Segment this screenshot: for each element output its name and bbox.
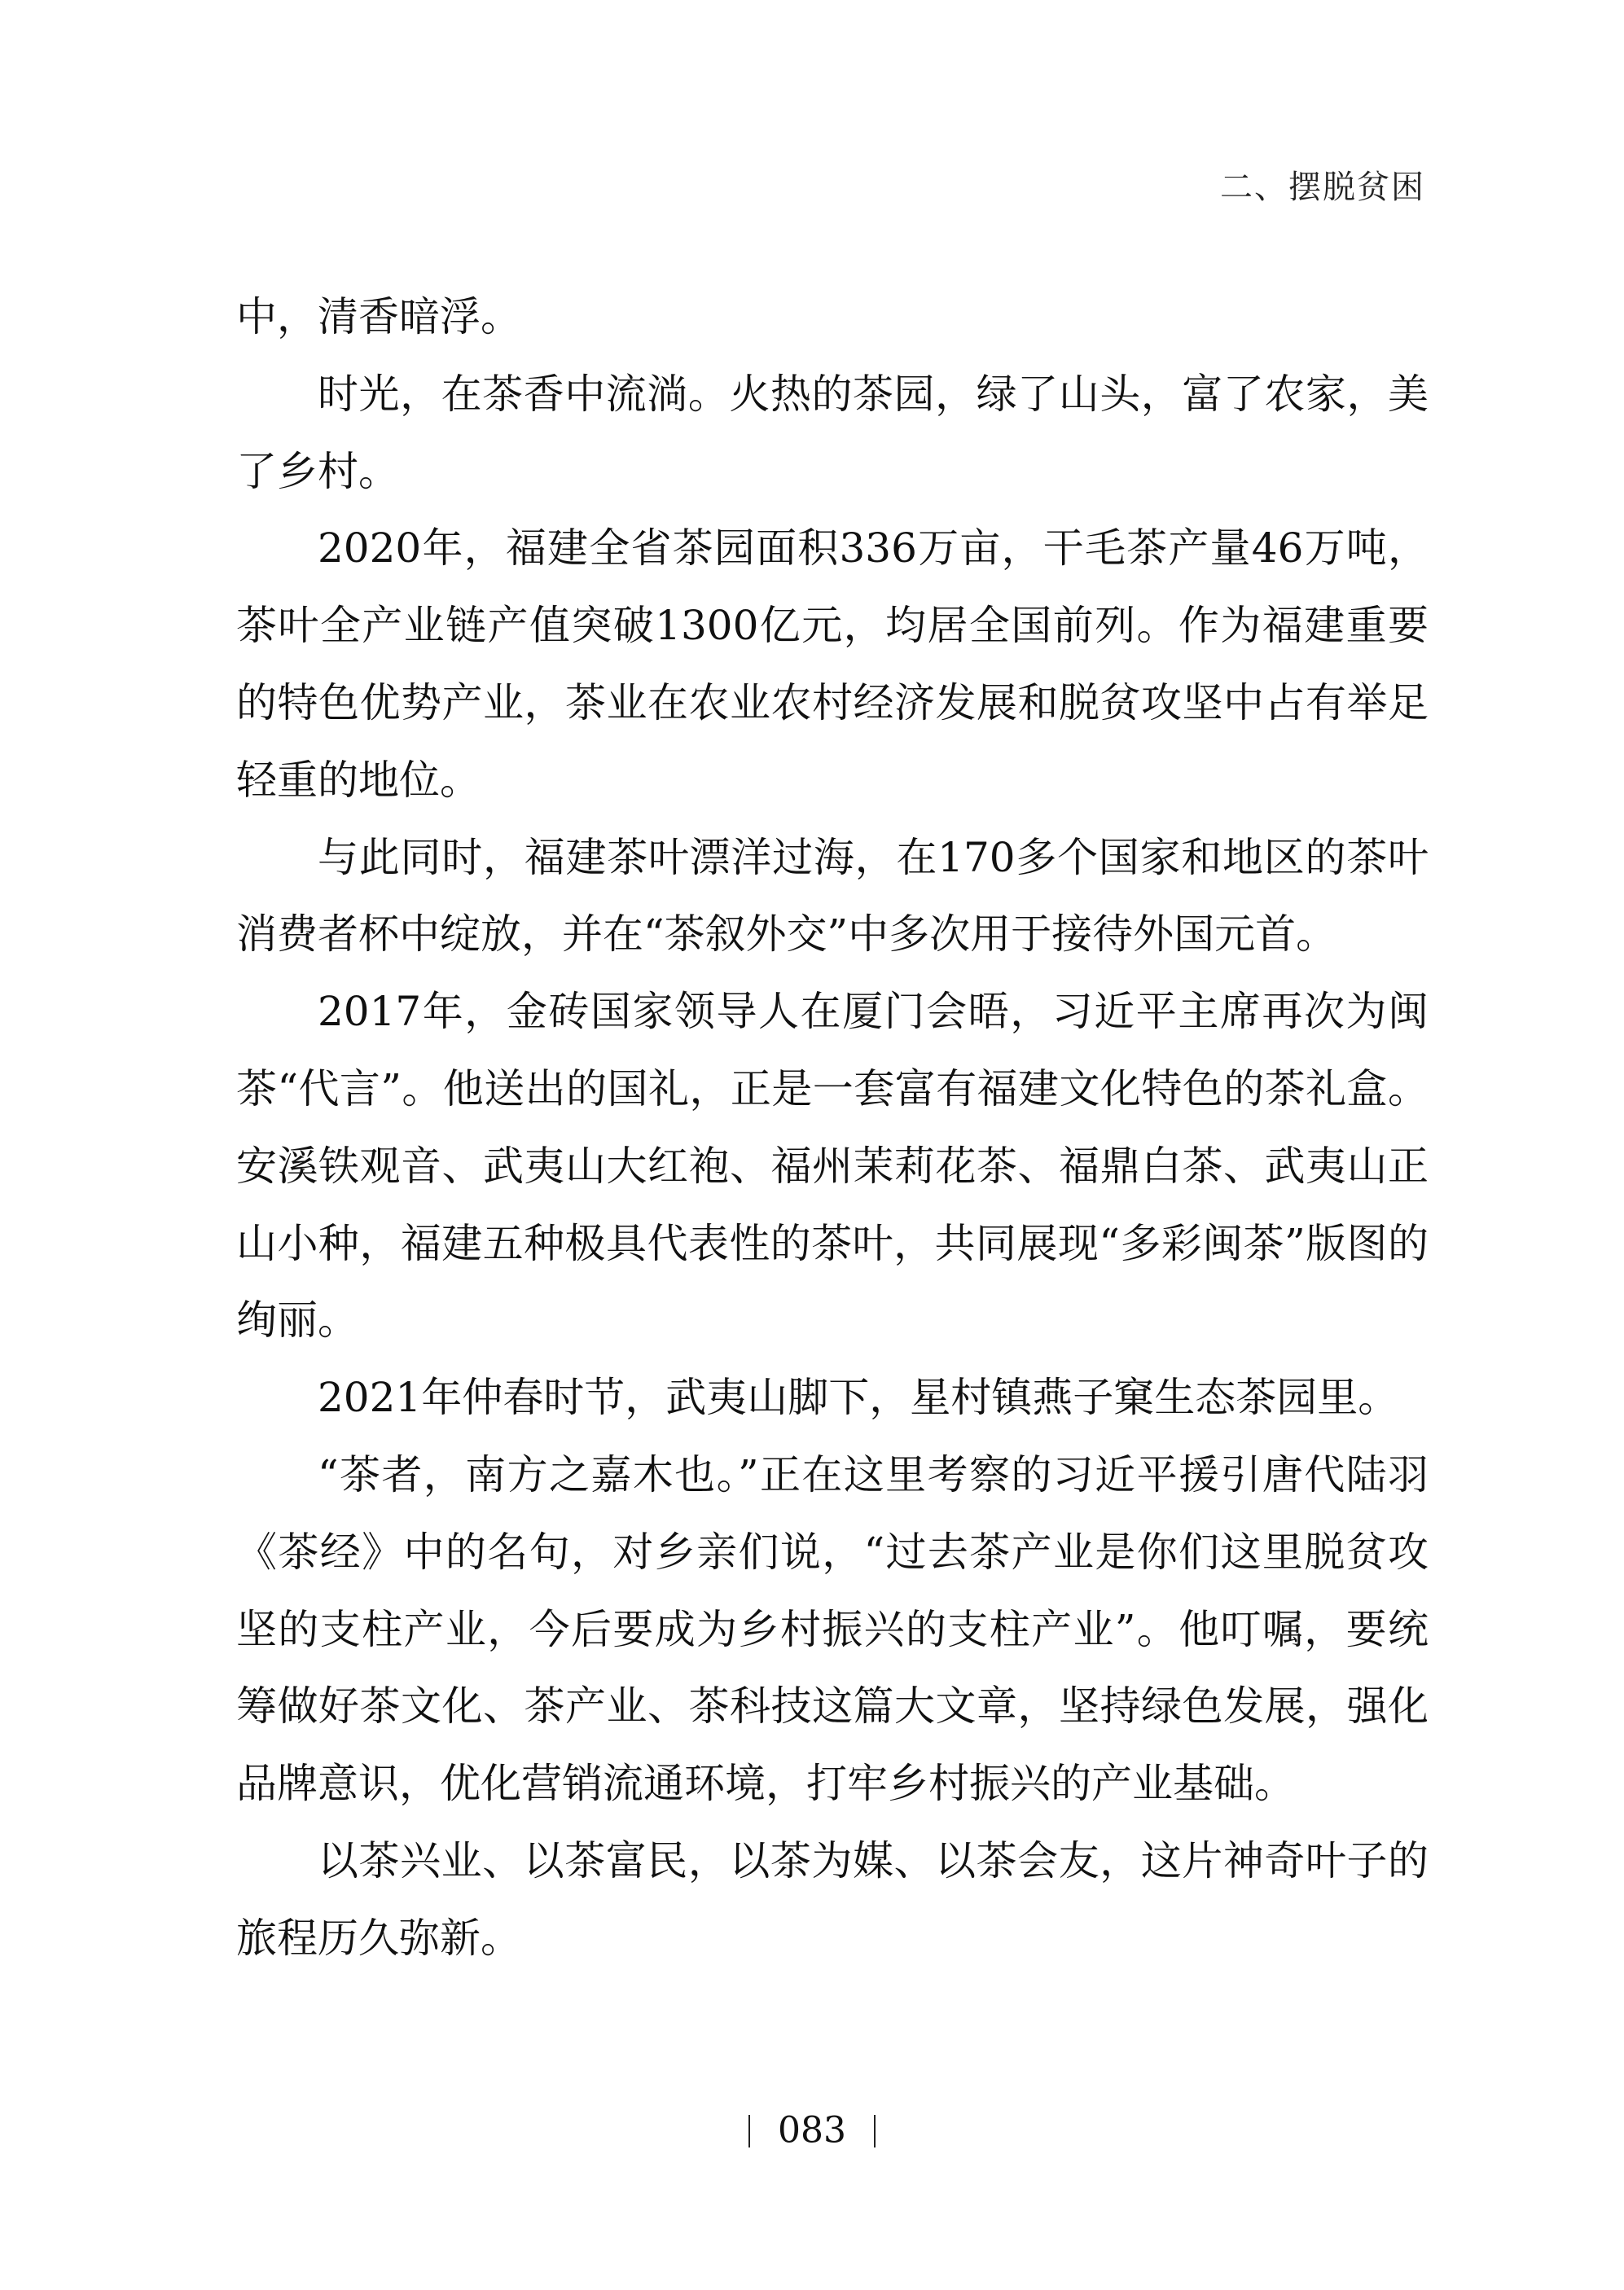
paragraph: 2021年仲春时节，武夷山脚下，星村镇燕子窠生态茶园里。 bbox=[318, 1374, 1399, 1422]
paragraph: 以茶兴业、以茶富民，以茶为媒、以茶会友，这片神奇叶子的旅程历久弥新。 bbox=[236, 1836, 1429, 1962]
page-number-value: 083 bbox=[778, 2109, 846, 2152]
body-text bbox=[236, 279, 1429, 1977]
running-header: 二、摆脱贫困 bbox=[1220, 169, 1425, 206]
paragraph: “茶者，南方之嘉木也。”正在这里考察的习近平援引唐代陆羽《茶经》中的名句，对乡亲们说，“过去茶产业是你们这里脱贫攻坚的支柱产业，今后要成为乡村振兴的支柱产业”。他叮嘱，要统筹做好茶文化、茶产业、茶科技这篇大文章，坚持绿色发展，强化品牌意识，优化营销流通环境，打牢乡村振兴的产业基础。 bbox=[236, 1450, 1429, 1808]
page-number-bar-right bbox=[874, 2115, 876, 2147]
page-number-bar-left bbox=[748, 2115, 750, 2147]
paragraph: 2017年，金砖国家领导人在厦门会晤，习近平主席再次为闽茶“代言”。他送出的国礼，正是一套富有福建文化特色的茶礼盒。安溪铁观音、武夷山大红袍、福州茉莉花茶、福鼎白茶、武夷山正山小种，福建五种极具代表性的茶叶，共同展现“多彩闽茶”版图的绚丽。 bbox=[236, 988, 1429, 1345]
paragraph: 时光，在茶香中流淌。火热的茶园，绿了山头，富了农家，美了乡村。 bbox=[236, 370, 1429, 495]
paragraph: 中，清香暗浮。 bbox=[236, 293, 521, 340]
page-number bbox=[0, 2109, 1624, 2152]
paragraph: 与此同时，福建茶叶漂洋过海，在170多个国家和地区的茶叶消费者杯中绽放，并在“茶叙外交”中多次用于接待外国元首。 bbox=[236, 833, 1429, 959]
paragraph: 2020年，福建全省茶园面积336万亩，干毛茶产量46万吨，茶叶全产业链产值突破1300亿元，均居全国前列。作为福建重要的特色优势产业，茶业在农业农村经济发展和脱贫攻坚中占有举足轻重的地位。 bbox=[236, 524, 1429, 804]
